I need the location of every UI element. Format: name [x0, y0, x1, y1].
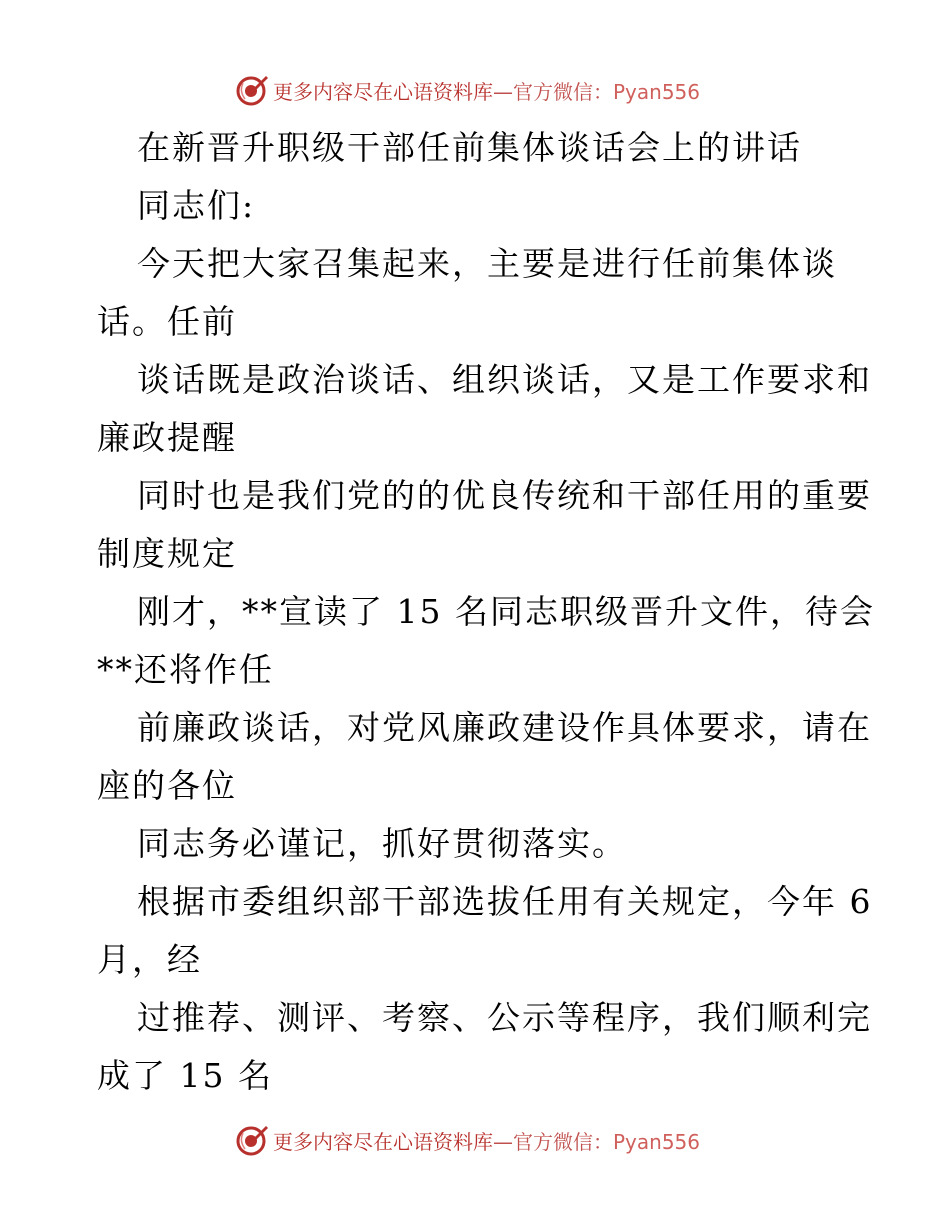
header-brand-text: 更多内容尽在心语资料库 — [273, 79, 493, 104]
text-line: 话。任前 — [97, 302, 237, 341]
header-wechat-id: Pyan556 — [613, 79, 701, 104]
header-banner — [235, 70, 700, 110]
text-line: 座的各位 — [97, 766, 237, 805]
text-line: 根据市委组织部干部选拔任用有关规定，今年 6 — [137, 882, 873, 921]
quill-seal-icon — [235, 1123, 269, 1157]
text-line: 谈话既是政治谈话、组织谈话，又是工作要求和 — [137, 360, 872, 399]
text-line: 廉政提醒 — [97, 418, 237, 457]
footer-dash: — — [493, 1129, 513, 1154]
footer-banner — [235, 1120, 700, 1160]
salutation: 同志们: — [137, 186, 256, 225]
text-line: **还将作任 — [97, 650, 274, 689]
text-line: 制度规定 — [97, 534, 237, 573]
footer-banner-text — [273, 1126, 700, 1155]
footer-brand-text: 更多内容尽在心语资料库 — [273, 1129, 493, 1154]
text-line: 今天把大家召集起来，主要是进行任前集体谈 — [137, 244, 837, 283]
text-line: 刚才，**宣读了 15 名同志职级晋升文件，待会 — [137, 592, 875, 631]
header-wechat-label: 官方微信： — [513, 79, 613, 104]
quill-seal-icon — [235, 73, 269, 107]
footer-wechat-label: 官方微信： — [513, 1129, 613, 1154]
header-banner-text — [273, 76, 700, 105]
footer-wechat-id: Pyan556 — [613, 1129, 701, 1154]
text-line: 同志务必谨记，抓好贯彻落实。 — [137, 824, 627, 863]
doc-title: 在新晋升职级干部任前集体谈话会上的讲话 — [137, 128, 802, 167]
text-line: 成了 15 名 — [97, 1056, 273, 1095]
text-line: 月，经 — [97, 940, 202, 979]
text-line: 前廉政谈话，对党风廉政建设作具体要求，请在 — [137, 708, 872, 747]
text-line: 过推荐、测评、考察、公示等程序，我们顺利完 — [137, 998, 872, 1037]
header-dash: — — [493, 79, 513, 104]
text-line: 同时也是我们党的的优良传统和干部任用的重要 — [137, 476, 872, 515]
